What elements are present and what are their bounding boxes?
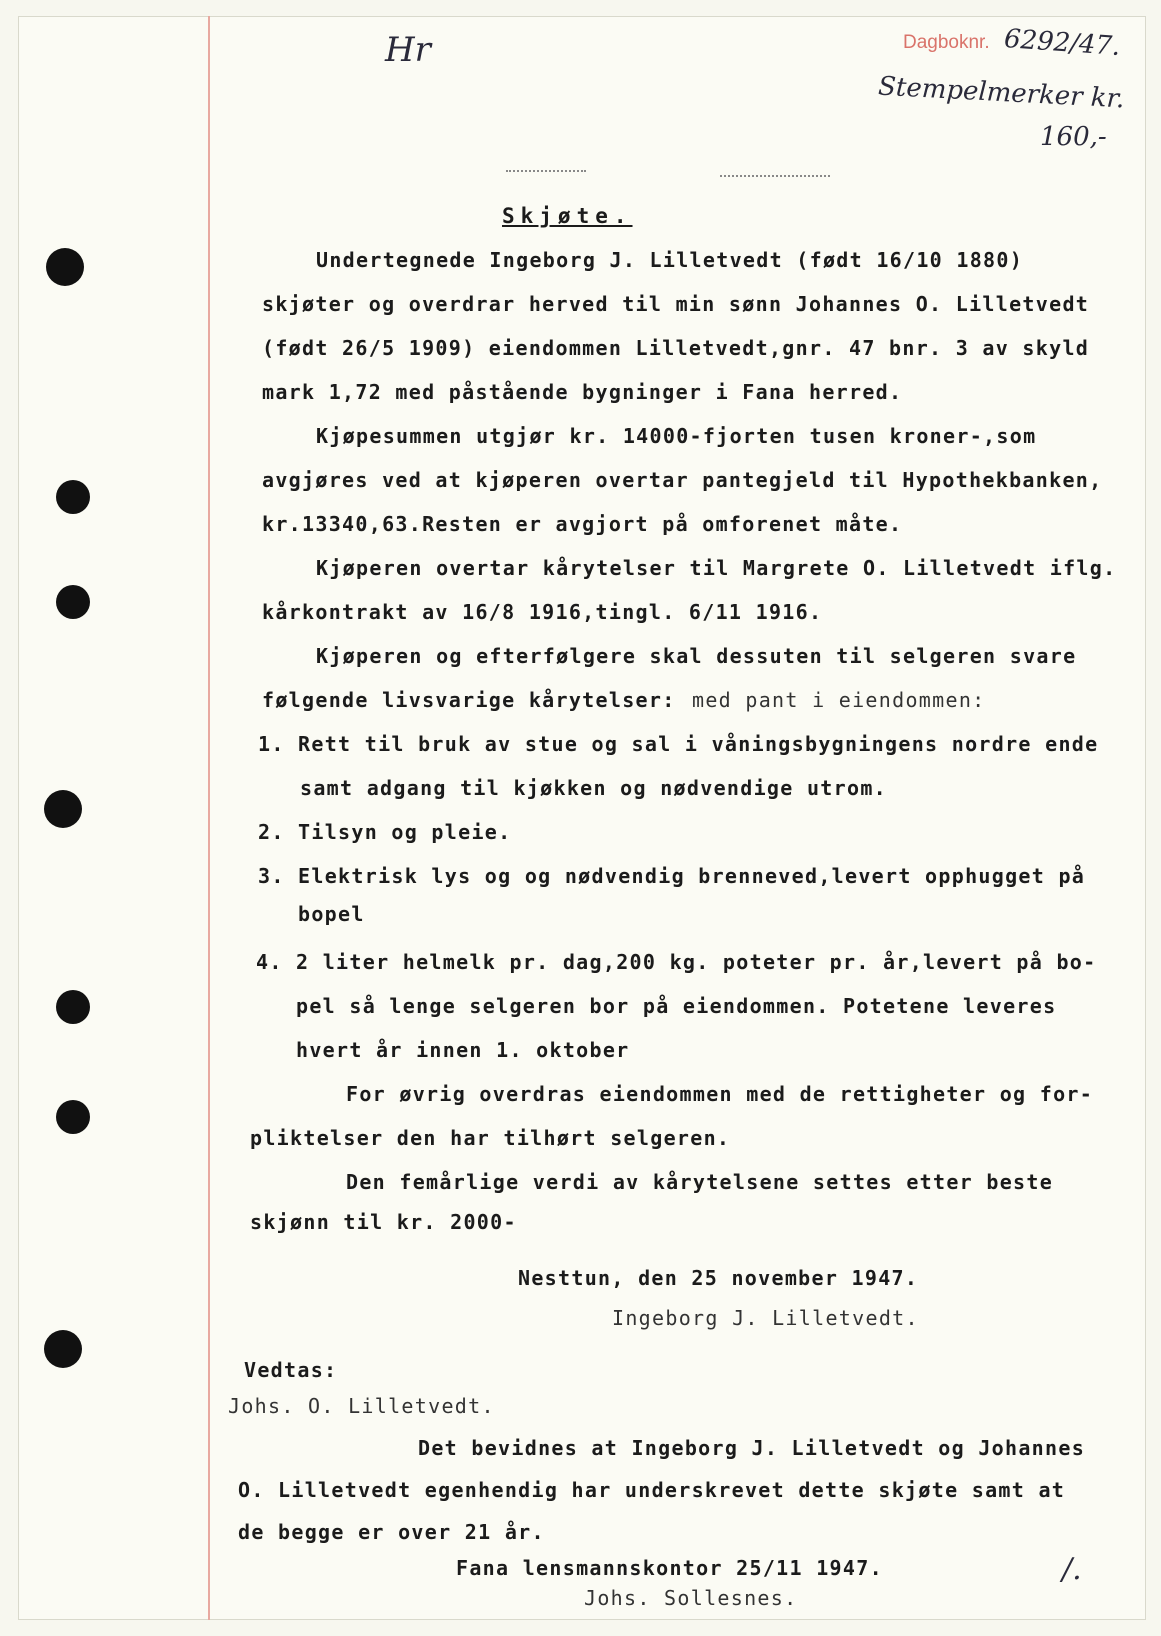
list-item: 3. Elektrisk lys og og nødvendig brenneved,levert opphugget på	[258, 864, 1086, 888]
body-line: (født 26/5 1909) eiendommen Lilletvedt,gnr. 47 bnr. 3 av skyld	[262, 336, 1090, 360]
check-mark-icon: /.	[1062, 1552, 1082, 1587]
body-line-addition: med pant i eiendommen:	[692, 688, 986, 712]
list-item-continued: pel så lenge selgeren bor på eiendommen. Potetene leveres	[296, 994, 1057, 1018]
body-line: Den femårlige verdi av kårytelsene settes etter beste	[346, 1170, 1054, 1194]
list-item: 4. 2 liter helmelk pr. dag,200 kg. poteter pr. år,levert på bo-	[256, 950, 1097, 974]
document-title: Skjøte.	[502, 204, 633, 228]
dotted-rule	[506, 170, 586, 172]
initials: Hr	[385, 30, 431, 70]
attestation-line: Det bevidnes at Ingeborg J. Lilletvedt og Johannes	[418, 1436, 1086, 1460]
list-item: 2. Tilsyn og pleie.	[258, 820, 512, 844]
buyer-signature: Johs. O. Lilletvedt.	[228, 1394, 495, 1418]
margin-rule	[208, 16, 210, 1620]
dotted-rule	[720, 175, 830, 177]
list-item-continued: bopel	[298, 902, 365, 926]
attestation-line: de begge er over 21 år.	[238, 1520, 545, 1544]
body-line: kårkontrakt av 16/8 1916,tingl. 6/11 1916.	[262, 600, 823, 624]
dagbok-number: 6292/47.	[1003, 23, 1122, 63]
body-line: Undertegnede Ingeborg J. Lilletvedt (født 16/10 1880)	[316, 248, 1024, 272]
attestation-line: O. Lilletvedt egenhendig har underskrevet dette skjøte samt at	[238, 1478, 1066, 1502]
seller-signature: Ingeborg J. Lilletvedt.	[612, 1306, 919, 1330]
body-line: avgjøres ved at kjøperen overtar pantegjeld til Hypothekbanken,	[262, 468, 1103, 492]
list-item-continued: hvert år innen 1. oktober	[296, 1038, 630, 1062]
punch-hole-icon	[46, 248, 84, 286]
punch-hole-icon	[56, 990, 90, 1024]
body-line: Kjøperen og efterfølgere skal dessuten til selgeren svare	[316, 644, 1077, 668]
list-item: 1. Rett til bruk av stue og sal i våningsbygningens nordre ende	[258, 732, 1099, 756]
body-line: kr.13340,63.Resten er avgjort på omforenet måte.	[262, 512, 903, 536]
body-line: For øvrig overdras eiendommen med de rettigheter og for-	[346, 1082, 1094, 1106]
body-line: Kjøpesummen utgjør kr. 14000-fjorten tusen kroner-,som	[316, 424, 1037, 448]
body-line: skjønn til kr. 2000-	[250, 1210, 517, 1234]
punch-hole-icon	[56, 585, 90, 619]
accepted-label: Vedtas:	[244, 1358, 338, 1382]
punch-hole-icon	[44, 1330, 82, 1368]
stamp-duty-label: Stempelmerker kr.	[877, 71, 1126, 115]
body-line: følgende livsvarige kårytelser:	[262, 688, 676, 712]
stamp-duty-amount: 160,-	[1040, 122, 1107, 152]
dagbok-stamp: Dagboknr.	[903, 32, 990, 53]
body-line: pliktelser den har tilhørt selgeren.	[250, 1126, 731, 1150]
body-line: skjøter og overdrar herved til min sønn Johannes O. Lilletvedt	[262, 292, 1090, 316]
office-line: Fana lensmannskontor 25/11 1947.	[456, 1556, 883, 1580]
place-date: Nesttun, den 25 november 1947.	[518, 1266, 919, 1290]
punch-hole-icon	[56, 1100, 90, 1134]
list-item-continued: samt adgang til kjøkken og nødvendige utrom.	[300, 776, 888, 800]
official-signature: Johs. Sollesnes.	[584, 1586, 798, 1610]
body-line: Kjøperen overtar kårytelser til Margrete O. Lilletvedt iflg.	[316, 556, 1117, 580]
body-line: mark 1,72 med påstående bygninger i Fana herred.	[262, 380, 903, 404]
punch-hole-icon	[56, 480, 90, 514]
punch-hole-icon	[44, 790, 82, 828]
